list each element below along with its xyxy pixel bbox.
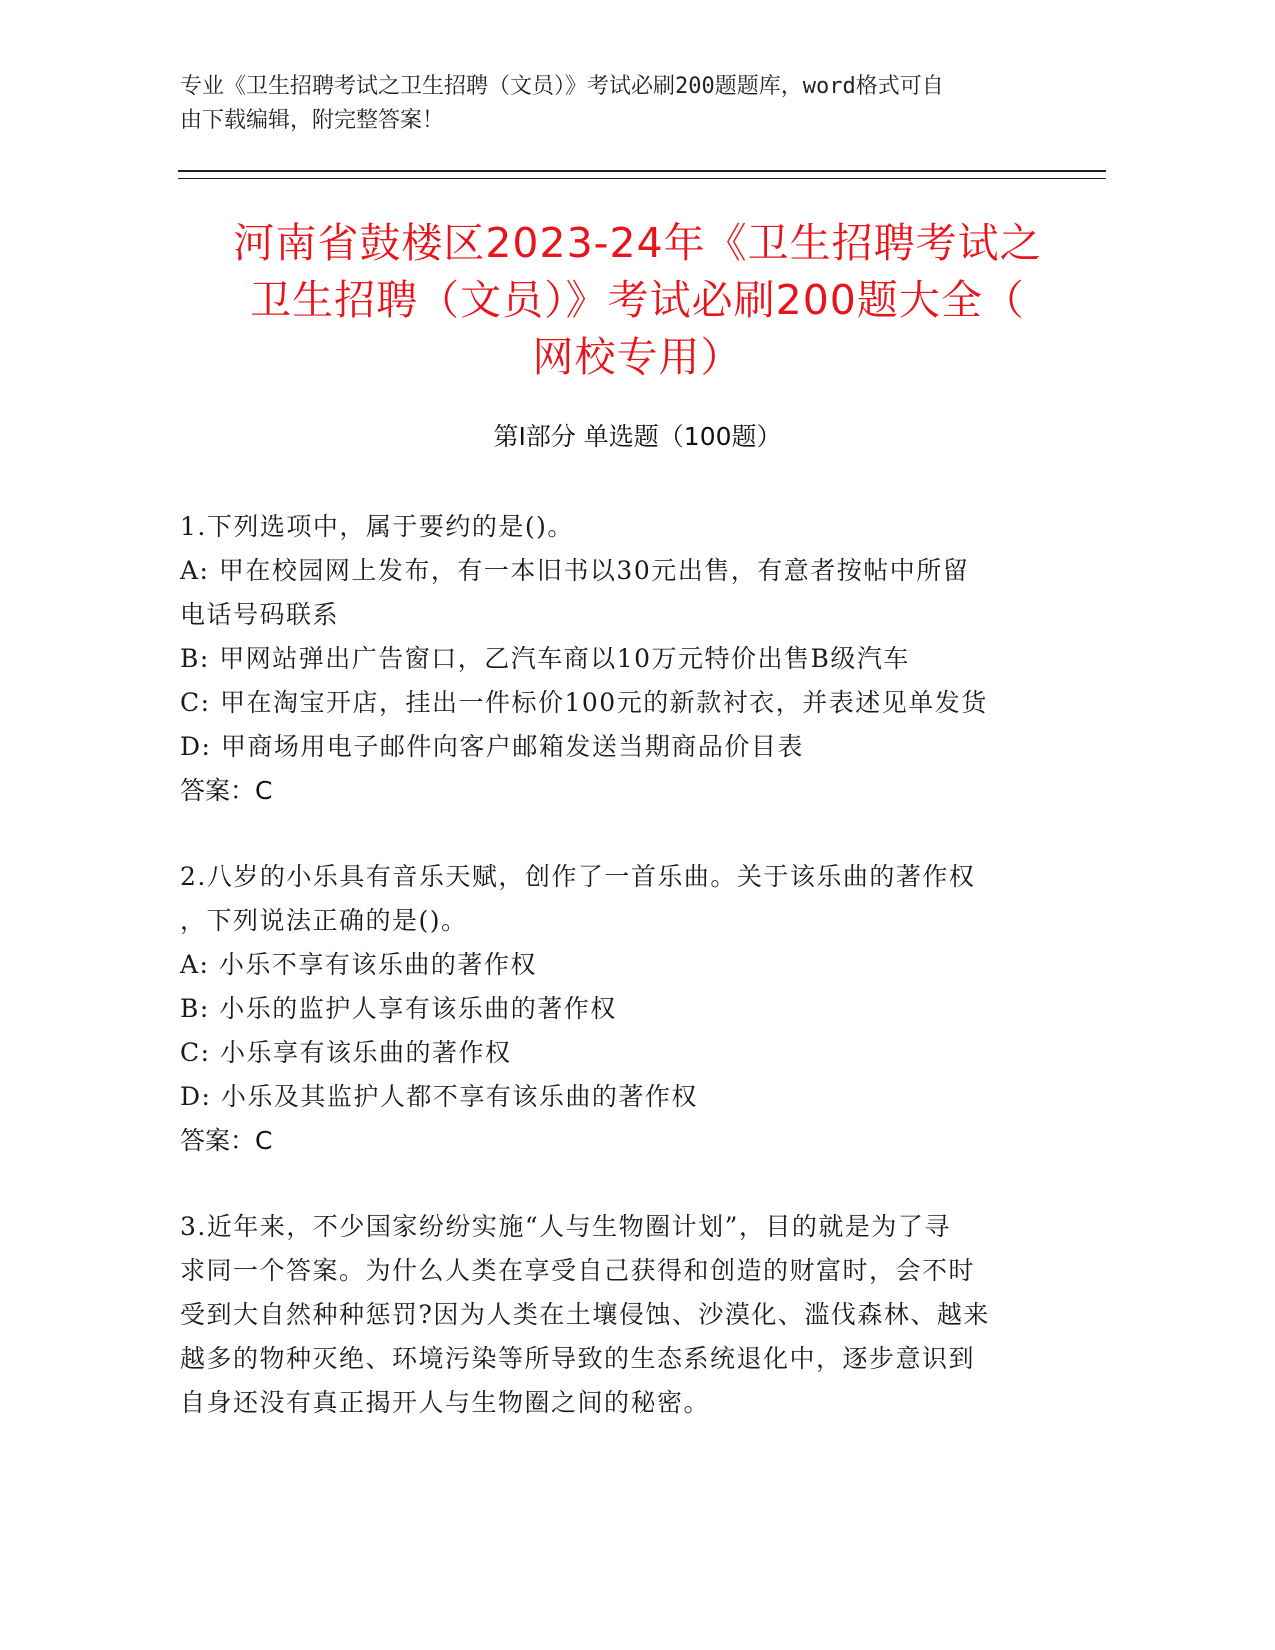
header-divider bbox=[178, 170, 1106, 179]
header-note bbox=[180, 70, 1040, 138]
option-a: A: 小乐不享有该乐曲的著作权 bbox=[180, 950, 537, 979]
header-note-line-2: 由下载编辑，附完整答案！ bbox=[180, 108, 445, 133]
question-1 bbox=[180, 505, 1040, 813]
option-b: B: 小乐的监护人享有该乐曲的著作权 bbox=[180, 994, 617, 1023]
question-stem-continued: 越多的物种灭绝、环境污染等所导致的生态系统退化中，逐步意识到 bbox=[180, 1344, 976, 1373]
question-stem: 2.八岁的小乐具有音乐天赋，创作了一首乐曲。关于该乐曲的著作权 bbox=[180, 862, 976, 891]
option-d: D: 小乐及其监护人都不享有该乐曲的著作权 bbox=[180, 1082, 698, 1111]
option-b: B: 甲网站弹出广告窗口，乙汽车商以10万元特价出售B级汽车 bbox=[180, 644, 910, 673]
option-d: D: 甲商场用电子邮件向客户邮箱发送当期商品价目表 bbox=[180, 732, 804, 761]
title-line-1: 河南省鼓楼区2023-24年《卫生招聘考试之 bbox=[233, 219, 1042, 267]
question-stem-continued: 自身还没有真正揭开人与生物圈之间的秘密。 bbox=[180, 1388, 711, 1417]
option-a-continued: 电话号码联系 bbox=[180, 600, 340, 629]
option-c: C: 甲在淘宝开店，挂出一件标价100元的新款衬衣，并表述见单发货 bbox=[180, 688, 988, 717]
title-line-2: 卫生招聘（文员）》考试必刷200题大全（ bbox=[250, 276, 1025, 324]
question-stem-continued: 求同一个答案。为什么人类在享受自己获得和创造的财富时，会不时 bbox=[180, 1256, 976, 1285]
question-stem: 1.下列选项中，属于要约的是()。 bbox=[180, 512, 574, 541]
title-line-3: 网校专用） bbox=[532, 333, 743, 381]
answer: 答案：C bbox=[180, 776, 273, 805]
section-heading: 第Ⅰ部分 单选题（100题） bbox=[493, 422, 782, 451]
answer: 答案：C bbox=[180, 1126, 273, 1155]
question-3 bbox=[180, 1205, 1040, 1425]
question-stem-continued: ，下列说法正确的是()。 bbox=[180, 906, 468, 935]
questions-body bbox=[180, 505, 1040, 1467]
option-c: C: 小乐享有该乐曲的著作权 bbox=[180, 1038, 512, 1067]
document-title bbox=[175, 215, 1100, 386]
question-2 bbox=[180, 855, 1040, 1163]
option-a: A: 甲在校园网上发布，有一本旧书以30元出售，有意者按帖中所留 bbox=[180, 556, 970, 585]
question-stem: 3.近年来，不少国家纷纷实施“人与生物圈计划”，目的就是为了寻 bbox=[180, 1212, 951, 1241]
question-stem-continued: 受到大自然种种惩罚?因为人类在土壤侵蚀、沙漠化、滥伐森林、越来 bbox=[180, 1300, 990, 1329]
header-note-line-1: 专业《卫生招聘考试之卫生招聘（文员）》考试必刷200题题库，word格式可自 bbox=[180, 74, 944, 99]
